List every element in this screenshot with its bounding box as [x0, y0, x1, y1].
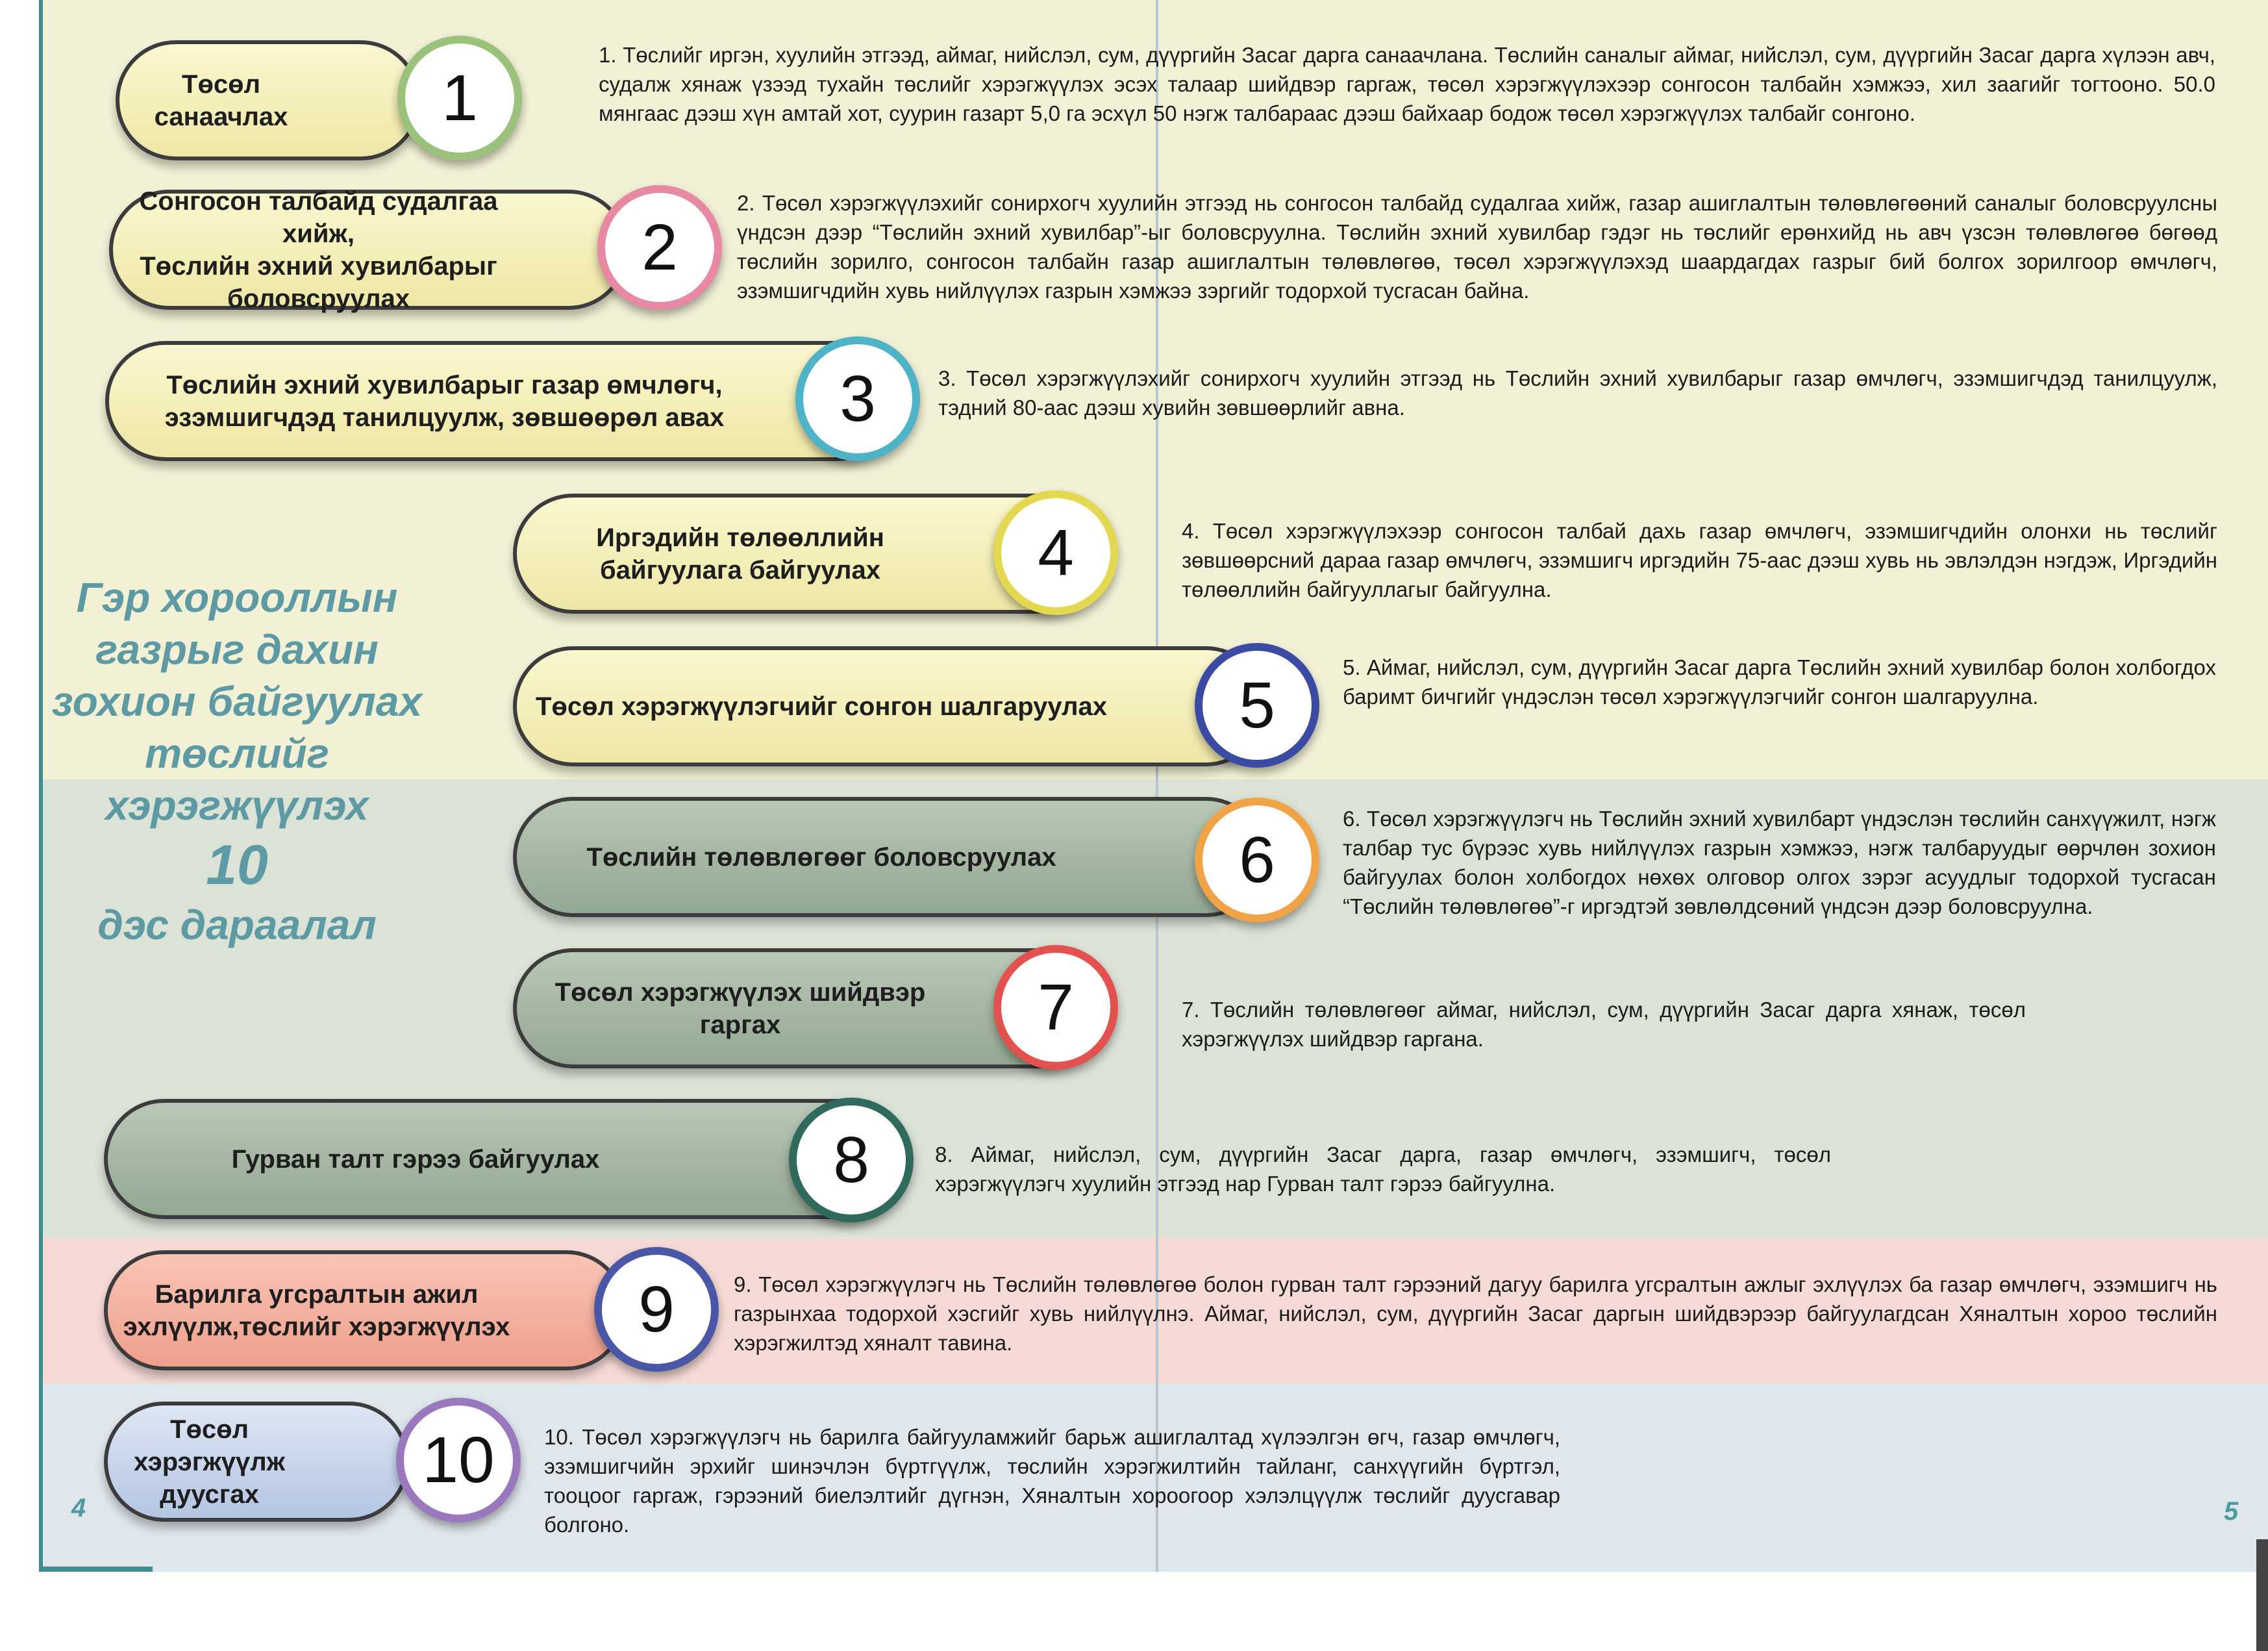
step-label: Иргэдийн төлөөллийн: [596, 523, 884, 552]
step-6-text: 6. Төсөл хэрэгжүүлэгч нь Төслийн эхний хувилбарт үндэслэн төслийн санхүүжилт, нэгж талбар тус бүрээс хувь нийлүүлэх газрын хэмжээ, нэгж талбаруудыг өөрчлөн зохион байгуулах болон холбогдох нөхөх олговор олгох зэрэг асуудлыг тодорхой тусгасан “Төслийн төлөвлөгөө”-г иргэдтэй зөвлөлдсөний үндсэн дээр боловсруулна.: [1343, 807, 2216, 918]
step-9-number: 9: [594, 1247, 719, 1372]
step-3-text: 3. Төсөл хэрэгжүүлэхийг сонирхогч хуулийн этгээд нь Төслийн эхний хувилбарыг газар өмчлөгч, эзэмшигчдэд танилцуулж, тэдний 80-аас дээш хувийн зөвшөөрлийг авна.: [938, 366, 2217, 420]
title-number: 10: [206, 834, 268, 896]
step-7-number: 7: [993, 945, 1118, 1070]
step-5-text: 5. Аймаг, нийслэл, сум, дүүргийн Засаг дарга Төслийн эхний хувилбар болон холбогдох баримт бичгийг үндэслэн төсөл хэрэгжүүлэгчийг сонгон шалгаруулна.: [1343, 655, 2216, 709]
right-dark-edge: [2256, 1539, 2268, 1651]
step-5-number: 5: [1195, 643, 1319, 768]
step-8-text: 8. Аймаг, нийслэл, сум, дүүргийн Засаг дарга, газар өмчлөгч, эзэмшигч, төсөл хэрэгжүүлэгч хуулийн этгээд нар Гурван талт гэрээ байгуулна.: [935, 1142, 1831, 1196]
step-10-text: 10. Төсөл хэрэгжүүлэгч нь барилга байгууламжийг барьж ашиглалтад хүлээлгэн өгч, газар өмчлөгч, эзэмшигчийн эрхийг шинэчлэн бүртгүүлж, төслийн хэрэгжилтийн тайланг, санхүүгийн бүртгэл, тооцоог гаргаж, гэрээний биелэлтийг дүгнэн, Хяналтын хороогоор хэлэлцүүлж төслийг дуусгавар болгоно.: [544, 1425, 1560, 1537]
step-label: дуусгах: [160, 1480, 259, 1509]
step-9-text: 9. Төсөл хэрэгжүүлэгч нь Төслийн төлөвлөгөө болон гурван талт гэрээний дагуу барилга угсралтын ажлыг эхлүүлэх ба газар өмчлөгч, эзэмшигч нь газрынхаа тодорхой хэсгийг хувь нийлүүлнэ. Аймаг, нийслэл, сум, дүүргийн Засаг даргын шийдвэрээр байгуулагдсан Хяналтын хороо төслийн хэрэгжилтэд хяналт тавина.: [734, 1272, 2217, 1355]
step-8-pill: [104, 1099, 903, 1219]
step-label: Сонгосон талбайд судалгаа хийж,: [139, 186, 498, 248]
step-4-number: 4: [993, 490, 1118, 615]
step-label: Төслийн эхний хувилбарыг газар өмчлөгч,: [166, 370, 723, 399]
step-1-pill: [116, 40, 421, 160]
step-1-text: 1. Төслийг иргэн, хуулийн этгээд, аймаг, нийслэл, сум, дүүргийн Засаг дарга санаачлана. Төслийн саналыг аймаг, нийслэл, сум, дүүргийн Засаг дарга хүлээн авч, судалж хянаж үзээд тухайн төслийг хэрэгжүүлэх эсэх талаар шийдвэр гаргаж, төсөл хэрэгжүүлэхээр сонгосон талбайн хэмжээ, хил заагийг тогтооно. 50.0 мянгаас дээш хүн амтай хот, суурин газарт 5,0 га эсхүл 50 нэгж талбараас дээш байхаар бодож төсөл хэрэгжүүлэх талбайг сонгоно.: [599, 43, 2215, 125]
step-label: Төсөл санаачлах: [154, 69, 288, 131]
page-number-right: 5: [2224, 1497, 2239, 1526]
step-9-pill: [104, 1250, 627, 1370]
step-label: Төсөл хэрэгжүүлэх шийдвэр: [555, 977, 926, 1007]
title-line: Гэр хорооллын: [76, 574, 398, 621]
bottom-accent-line: [39, 1567, 153, 1572]
step-label: Гурван талт гэрээ байгуулах: [231, 1144, 600, 1174]
step-label: Төсөл хэрэгжүүлж: [133, 1415, 286, 1476]
step-label: Төсөл хэрэгжүүлэгчийг сонгон шалгаруулах: [535, 692, 1108, 721]
step-2-number: 2: [597, 185, 722, 310]
step-label: эхлүүлж,төслийг хэрэгжүүлэх: [123, 1312, 510, 1341]
title-line: зохион байгуулах: [51, 678, 423, 725]
step-6-number: 6: [1195, 798, 1319, 922]
step-2-text: 2. Төсөл хэрэгжүүлэхийг сонирхогч хуулийн этгээд нь сонгосон талбайд судалгаа хийж, газар ашиглалтын төлөвлөгөөний саналыг боловсруулсны үндсэн дээр “Төслийн эхний хувилбар”-ыг боловсруулна. Төслийн эхний хувилбар гэдэг нь төслийг ерөнхийд нь авч үзсэн төлөвлөгөө бөгөөд төслийн зорилго, сонгосон талбайн газар ашиглалтын төлөвлөгөө, төсөл хэрэгжүүлэхэд шаардагдах газрыг бий болгох зорилгоор өмчлөгч, эзэмшигчдийн хувь нийлүүлэх газрын хэмжээ зэргийг тодорхой тусгасан байна.: [737, 191, 2217, 303]
step-label: Төслийн эхний хувилбарыг: [140, 251, 497, 281]
step-3-pill: [105, 341, 897, 461]
step-label: Төслийн төлөвлөгөөг боловсруулах: [586, 842, 1056, 872]
page-number-left: 4: [71, 1494, 86, 1522]
step-label: Барилга угсралтын ажил: [155, 1279, 479, 1309]
title-line: газрыг дахин: [95, 626, 379, 673]
title-line: төслийг: [145, 730, 329, 777]
step-label: байгуулага байгуулах: [600, 555, 880, 585]
main-title: [39, 572, 435, 951]
step-8-number: 8: [789, 1098, 914, 1222]
step-2-pill: [109, 186, 629, 313]
step-label: боловсруулах: [227, 284, 410, 313]
step-label: гаргах: [699, 1010, 781, 1039]
step-5-pill: [513, 646, 1266, 766]
step-1-number: 1: [397, 36, 522, 160]
step-6-pill: [513, 797, 1266, 917]
step-4-text: 4. Төсөл хэрэгжүүлэхээр сонгосон талбай дахь газар өмчлөгч, эзэмшигчдийн олонхи нь төслийг зөвшөөрсний дараа газар өмчлөгч, эзэмшигч иргэдийн 75-аас дээш хувь нь эвлэлдэн нэгдэж, Иргэдийн төлөөллийн байгууллагыг байгуулна.: [1182, 519, 2217, 601]
step-3-number: 3: [795, 336, 920, 461]
step-7-text: 7. Төслийн төлөвлөгөөг аймаг, нийслэл, сум, дүүргийн Засаг дарга хянаж, төсөл хэрэгжүүлэх шийдвэр гаргана.: [1182, 998, 2026, 1051]
title-line: дэс дараалал: [97, 901, 377, 948]
step-label: эзэмшигчдэд танилцуулж, зөвшөөрөл авах: [164, 403, 725, 432]
step-10-pill: [104, 1402, 409, 1522]
step-10-number: 10: [396, 1398, 521, 1522]
title-line: хэрэгжүүлэх: [105, 782, 369, 829]
